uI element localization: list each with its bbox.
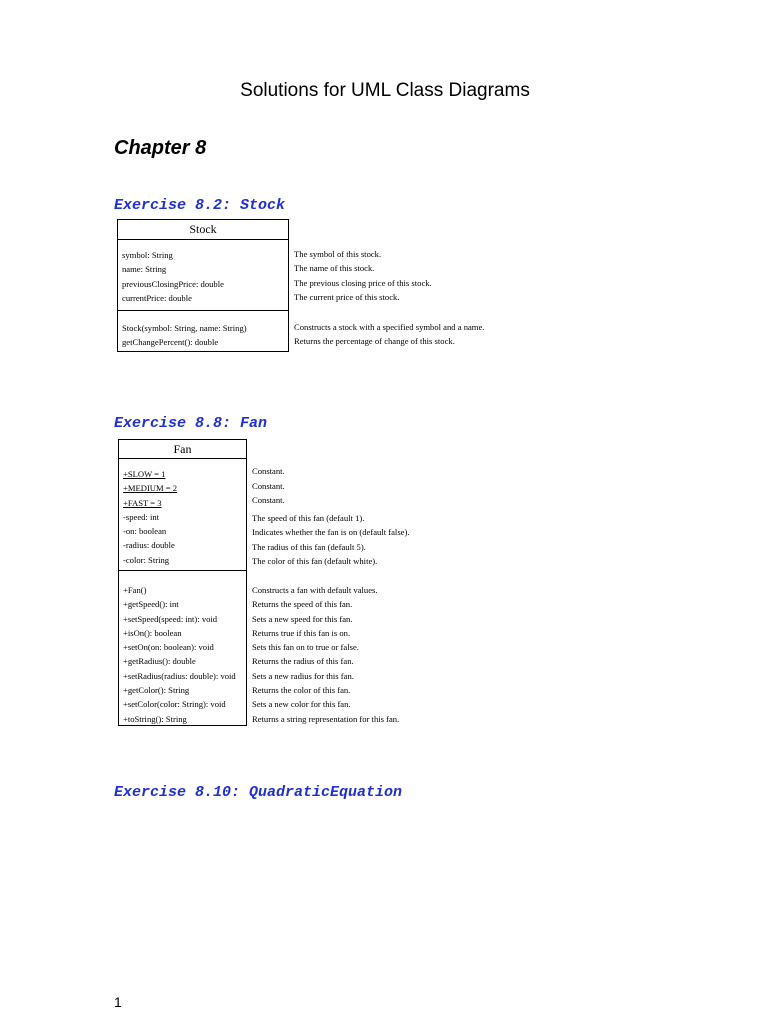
uml-method: +setColor(color: String): void <box>123 699 226 710</box>
description-text: Returns the radius of this fan. <box>252 656 354 667</box>
description-text: Sets a new speed for this fan. <box>252 613 353 624</box>
description-text: Returns true if this fan is on. <box>252 627 351 638</box>
uml-field: -speed: int <box>123 511 160 522</box>
field-descriptions-fan-properties <box>252 511 410 568</box>
uml-method: +getRadius(): double <box>123 656 196 667</box>
chapter-heading: Chapter 8 <box>114 137 207 159</box>
description-text: Constant. <box>252 495 285 506</box>
description-text: Constant. <box>252 466 285 476</box>
uml-methods <box>119 571 246 726</box>
uml-method: +getSpeed(): int <box>123 599 179 610</box>
description-text: The previous closing price of this stock. <box>294 277 432 288</box>
uml-field: symbol: String <box>122 250 173 260</box>
description-text: The name of this stock. <box>294 263 375 274</box>
description-text: The symbol of this stock. <box>294 249 382 259</box>
uml-field: -on: boolean <box>123 526 167 537</box>
uml-method: +Fan() <box>123 585 147 595</box>
uml-field-constant: +FAST = 3 <box>123 497 162 508</box>
description-text: Sets a new color for this fan. <box>252 699 351 710</box>
field-descriptions-fan <box>252 464 285 508</box>
description-text: The current price of this stock. <box>294 291 400 302</box>
description-text: Indicates whether the fan is on (default false). <box>252 527 410 538</box>
description-text: The radius of this fan (default 5). <box>252 541 366 552</box>
uml-class-stock <box>117 219 289 352</box>
description-text: Sets this fan on to true or false. <box>252 642 359 653</box>
uml-field: previousClosingPrice: double <box>122 278 224 289</box>
uml-method: getChangePercent(): double <box>122 337 219 348</box>
uml-field: currentPrice: double <box>122 292 192 303</box>
description-text: Returns the percentage of change of this stock. <box>294 336 455 347</box>
uml-method: +setRadius(radius: double): void <box>123 670 236 681</box>
uml-class-name: Fan <box>119 440 246 459</box>
description-text: Sets a new radius for this fan. <box>252 670 354 681</box>
description-text: The color of this fan (default white). <box>252 555 378 566</box>
method-descriptions-stock <box>294 320 484 349</box>
description-text: Constructs a fan with default values. <box>252 585 378 595</box>
method-descriptions-fan <box>252 583 399 726</box>
exercise-heading-stock: Exercise 8.2: Stock <box>114 197 286 214</box>
description-text: Returns the color of this fan. <box>252 685 351 696</box>
uml-method: +isOn(): boolean <box>123 627 182 638</box>
exercise-heading-fan: Exercise 8.8: Fan <box>114 415 268 432</box>
description-text: Returns the speed of this fan. <box>252 599 353 610</box>
uml-field: -radius: double <box>123 540 175 551</box>
uml-method: +getColor(): String <box>123 685 190 696</box>
description-text: The speed of this fan (default 1). <box>252 513 365 523</box>
field-descriptions-stock <box>294 247 432 304</box>
uml-method: +setSpeed(speed: int): void <box>123 613 218 624</box>
description-text: Returns a string representation for this fan. <box>252 713 400 724</box>
uml-class-name: Stock <box>118 220 288 240</box>
uml-methods <box>118 311 288 350</box>
page-title: Solutions for UML Class Diagrams <box>240 80 530 101</box>
page-number: 1 <box>114 994 122 1010</box>
uml-field-constant: +SLOW = 1 <box>123 469 166 479</box>
exercise-heading-quadratic-equation: Exercise 8.10: QuadraticEquation <box>114 784 403 801</box>
uml-fields <box>118 240 288 311</box>
uml-method: +toString(): String <box>123 713 187 724</box>
uml-method: Stock(symbol: String, name: String) <box>122 323 247 333</box>
uml-fields <box>119 459 246 571</box>
uml-class-fan <box>118 439 247 726</box>
uml-method: +setOn(on: boolean): void <box>123 642 214 653</box>
uml-field: name: String <box>122 264 167 275</box>
uml-field-constant: +MEDIUM = 2 <box>123 483 178 494</box>
description-text: Constant. <box>252 480 285 491</box>
uml-field: -color: String <box>123 554 170 565</box>
description-text: Constructs a stock with a specified symbol and a name. <box>294 322 485 332</box>
